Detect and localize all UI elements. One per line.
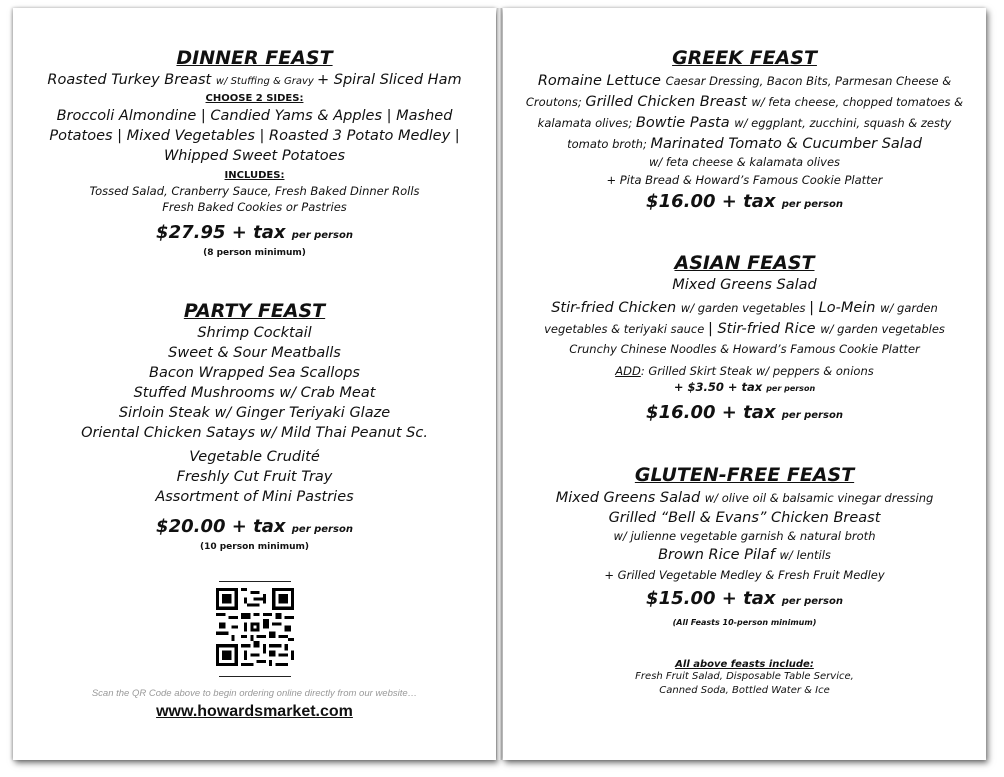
dinner-main-note: w/ Stuffing & Gravy — [215, 76, 318, 87]
gluten-line — [503, 544, 986, 565]
asian-item: | Stir-fried Rice — [707, 321, 821, 337]
gluten-item: Grilled “Bell & Evans” Chicken Breast — [608, 510, 881, 526]
menu-page-left — [13, 8, 496, 760]
asian-add-text: : Grilled Skirt Steak w/ peppers & onions — [640, 364, 874, 378]
greek-extras: + Pita Bread & Howard’s Famous Cookie Platter — [606, 173, 883, 187]
gluten-line — [503, 487, 986, 508]
greek-item: Marinated Tomato & Cucumber Salad — [650, 136, 922, 152]
asian-line — [503, 297, 986, 318]
scan-instructions: Scan the QR Code above to begin ordering online directly from our website… — [91, 688, 418, 699]
gluten-price-value: $15.00 + tax — [646, 588, 776, 609]
gluten-price-per: per person — [781, 596, 843, 607]
greek-feast-section — [503, 46, 986, 217]
greek-line — [503, 70, 986, 91]
asian-add-label: ADD — [615, 364, 641, 378]
dinner-includes-label: INCLUDES: — [224, 170, 285, 181]
party-price-per: per person — [291, 524, 353, 535]
gluten-free-feast-title: GLUTEN-FREE FEAST — [634, 464, 855, 486]
asian-item: | Lo-Mein — [809, 300, 881, 316]
party-item: Freshly Cut Fruit Tray — [176, 469, 333, 485]
asian-item: Mixed Greens Salad — [672, 277, 817, 293]
party-feast-title: PARTY FEAST — [183, 300, 326, 322]
greek-feast-title: GREEK FEAST — [672, 47, 817, 69]
gluten-item: Brown Rice Pilaf — [658, 547, 780, 563]
gluten-free-feast-section — [503, 463, 986, 627]
greek-note: tomato broth; — [567, 137, 651, 151]
party-item: Oriental Chicken Satays w/ Mild Thai Peanut Sc. — [81, 425, 428, 441]
gluten-item: Mixed Greens Salad — [555, 490, 705, 506]
party-item: Sirloin Steak w/ Ginger Teriyaki Glaze — [118, 405, 391, 421]
asian-price-per: per person — [781, 410, 843, 421]
dinner-side-line: Broccoli Almondine | Candied Yams & Apples | Mashed — [56, 108, 453, 124]
asian-extras: Crunchy Chinese Noodles & Howard’s Famous Cookie Platter — [569, 342, 920, 356]
party-feast-section — [13, 299, 496, 552]
greek-price-per: per person — [781, 199, 843, 210]
asian-item: Stir-fried Chicken — [551, 300, 681, 316]
greek-line — [503, 112, 986, 133]
asian-price — [503, 401, 986, 428]
dinner-main-line — [13, 70, 496, 92]
menu-page-right — [503, 8, 986, 760]
asian-note: w/ garden vegetables — [680, 301, 810, 315]
party-item: Bacon Wrapped Sea Scallops — [149, 365, 360, 381]
asian-add-price-value: + $3.50 + tax — [673, 380, 767, 394]
dinner-price-value: $27.95 + tax — [156, 222, 286, 243]
party-item: Assortment of Mini Pastries — [155, 489, 354, 505]
dinner-minimum: (8 person minimum) — [203, 248, 306, 258]
greek-note: w/ eggplant, zucchini, squash & zesty — [734, 116, 952, 130]
greek-note: w/ feta cheese, chopped tomatoes & — [751, 95, 964, 109]
gluten-price — [503, 587, 986, 614]
dinner-price-per: per person — [291, 230, 353, 241]
greek-note: Croutons; — [525, 95, 586, 109]
all-feasts-include-label: All above feasts include: — [675, 659, 814, 670]
all-feasts-include-section — [503, 659, 986, 698]
asian-feast-title: ASIAN FEAST — [674, 252, 815, 274]
asian-add — [503, 363, 986, 379]
page-fold — [497, 8, 502, 760]
greek-note: kalamata olives; — [537, 116, 636, 130]
dinner-side-line: Whipped Sweet Potatoes — [163, 148, 346, 164]
dinner-includes-line: Fresh Baked Cookies or Pastries — [162, 200, 347, 214]
greek-item: Bowtie Pasta — [635, 115, 735, 131]
qr-code-icon[interactable] — [216, 588, 294, 666]
party-item: Sweet & Sour Meatballs — [168, 345, 341, 361]
divider-line — [219, 676, 291, 677]
greek-price — [503, 190, 986, 217]
dinner-feast-title: DINNER FEAST — [176, 47, 333, 69]
all-feasts-minimum: (All Feasts 10-person minimum) — [672, 618, 817, 627]
dinner-main-item: Roasted Turkey Breast — [47, 72, 216, 88]
all-feasts-include-line: Canned Soda, Bottled Water & Ice — [659, 685, 830, 696]
asian-feast-section — [503, 251, 986, 428]
asian-add-price — [503, 379, 986, 397]
asian-price-value: $16.00 + tax — [646, 402, 776, 423]
dinner-price — [13, 221, 496, 248]
asian-note: w/ garden — [880, 301, 938, 315]
website-link[interactable]: www.howardsmarket.com — [156, 703, 353, 720]
greek-price-value: $16.00 + tax — [646, 191, 776, 212]
party-item: Vegetable Crudité — [189, 449, 320, 465]
gluten-extras: + Grilled Vegetable Medley & Fresh Fruit Medley — [604, 568, 885, 582]
greek-line — [503, 91, 986, 112]
greek-item: Grilled Chicken Breast — [585, 94, 752, 110]
dinner-sides-label: CHOOSE 2 SIDES: — [205, 93, 304, 104]
gluten-note: w/ julienne vegetable garnish & natural broth — [613, 529, 876, 543]
asian-add-price-per: per person — [766, 384, 816, 393]
greek-note: Caesar Dressing, Bacon Bits, Parmesan Cheese & — [665, 74, 952, 88]
dinner-feast-section — [13, 46, 496, 258]
dinner-main-tail: + Spiral Sliced Ham — [317, 72, 462, 88]
divider-line — [219, 581, 291, 582]
all-feasts-include-line: Fresh Fruit Salad, Disposable Table Service, — [635, 671, 854, 682]
party-price-value: $20.00 + tax — [156, 516, 286, 537]
qr-section — [13, 581, 496, 721]
greek-note: w/ feta cheese & kalamata olives — [648, 155, 841, 169]
dinner-includes-line: Tossed Salad, Cranberry Sauce, Fresh Baked Dinner Rolls — [89, 184, 420, 198]
dinner-side-line: Potatoes | Mixed Vegetables | Roasted 3 Potato Medley | — [49, 128, 460, 144]
gluten-note: w/ lentils — [779, 548, 831, 562]
asian-note: w/ garden vegetables — [820, 322, 945, 336]
party-item: Stuffed Mushrooms w/ Crab Meat — [133, 385, 376, 401]
party-minimum: (10 person minimum) — [199, 542, 310, 552]
greek-line — [503, 133, 986, 154]
asian-note: vegetables & teriyaki sauce — [544, 322, 708, 336]
party-item: Shrimp Cocktail — [197, 325, 312, 341]
party-price — [13, 515, 496, 542]
asian-line — [503, 318, 986, 339]
gluten-note: w/ olive oil & balsamic vinegar dressing — [704, 491, 934, 505]
greek-item: Romaine Lettuce — [537, 73, 666, 89]
